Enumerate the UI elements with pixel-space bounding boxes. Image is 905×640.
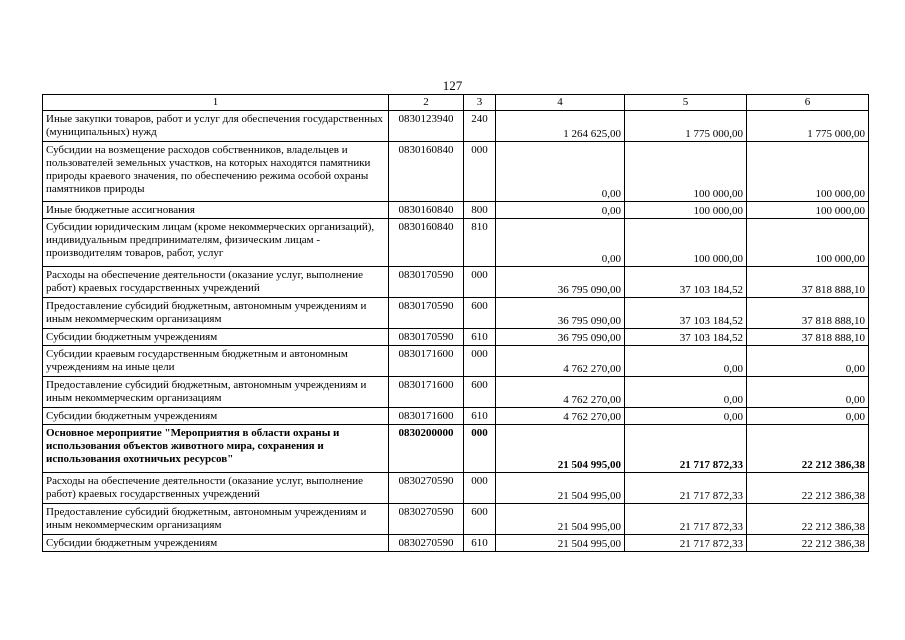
row-value-year3: 37 818 888,10 [747, 329, 869, 346]
table-row [43, 504, 869, 535]
row-code: 0830171600 [389, 408, 464, 425]
row-name: Субсидии юридическим лицам (кроме некоммерческих организаций), индивидуальным предпринимателям, физическим лицам - производителям товаров, работ, услуг [43, 219, 389, 267]
row-value-year2: 1 775 000,00 [625, 111, 747, 142]
row-value-year2: 21 717 872,33 [625, 473, 747, 504]
row-value-year3: 22 212 386,38 [747, 504, 869, 535]
row-type: 810 [464, 219, 496, 267]
table-row [43, 329, 869, 346]
row-code: 0830170590 [389, 267, 464, 298]
table-row [43, 298, 869, 329]
row-type: 600 [464, 298, 496, 329]
row-value-year3: 100 000,00 [747, 142, 869, 202]
row-value-year2: 100 000,00 [625, 142, 747, 202]
row-code: 0830270590 [389, 504, 464, 535]
row-value-year3: 100 000,00 [747, 219, 869, 267]
row-name: Субсидии бюджетным учреждениям [43, 535, 389, 552]
row-value-year3: 0,00 [747, 377, 869, 408]
row-value-year2: 21 717 872,33 [625, 535, 747, 552]
row-value-year3: 22 212 386,38 [747, 473, 869, 504]
table-row [43, 219, 869, 267]
budget-table [42, 94, 869, 552]
row-value-year3: 1 775 000,00 [747, 111, 869, 142]
row-value-year1: 1 264 625,00 [496, 111, 625, 142]
row-code: 0830171600 [389, 377, 464, 408]
table-row [43, 202, 869, 219]
table-row [43, 473, 869, 504]
row-type: 610 [464, 408, 496, 425]
row-code: 0830171600 [389, 346, 464, 377]
row-value-year1: 4 762 270,00 [496, 346, 625, 377]
table-header-row [43, 95, 869, 111]
row-value-year1: 36 795 090,00 [496, 298, 625, 329]
table-row [43, 142, 869, 202]
column-header-name: 1 [43, 95, 389, 111]
row-value-year2: 37 103 184,52 [625, 329, 747, 346]
row-code: 0830200000 [389, 425, 464, 473]
row-name: Основное мероприятие "Мероприятия в области охраны и использования объектов животного мира, сохранения и использования охотничьих ресурсов" [43, 425, 389, 473]
column-header-type: 3 [464, 95, 496, 111]
row-value-year1: 36 795 090,00 [496, 267, 625, 298]
row-value-year2: 21 717 872,33 [625, 504, 747, 535]
row-type: 000 [464, 346, 496, 377]
row-name: Иные бюджетные ассигнования [43, 202, 389, 219]
row-code: 0830270590 [389, 535, 464, 552]
row-name: Иные закупки товаров, работ и услуг для обеспечения государственных (муниципальных) нужд [43, 111, 389, 142]
row-value-year1: 36 795 090,00 [496, 329, 625, 346]
table-body [43, 111, 869, 552]
row-name: Предоставление субсидий бюджетным, автономным учреждениям и иным некоммерческим организациям [43, 377, 389, 408]
row-name: Субсидии на возмещение расходов собственников, владельцев и пользователей земельных участков, на которых находятся памятники природы краевого значения, по обеспечению режима особой охраны памятников природы [43, 142, 389, 202]
row-type: 240 [464, 111, 496, 142]
row-code: 0830160840 [389, 142, 464, 202]
column-header-year2: 5 [625, 95, 747, 111]
row-value-year1: 0,00 [496, 202, 625, 219]
row-value-year3: 37 818 888,10 [747, 267, 869, 298]
row-value-year1: 21 504 995,00 [496, 535, 625, 552]
row-value-year2: 100 000,00 [625, 202, 747, 219]
column-header-year1: 4 [496, 95, 625, 111]
row-type: 000 [464, 267, 496, 298]
row-value-year1: 0,00 [496, 219, 625, 267]
row-type: 610 [464, 329, 496, 346]
row-value-year3: 22 212 386,38 [747, 425, 869, 473]
page-number: 127 [442, 78, 463, 93]
row-code: 0830160840 [389, 202, 464, 219]
row-value-year2: 21 717 872,33 [625, 425, 747, 473]
row-value-year3: 100 000,00 [747, 202, 869, 219]
row-name: Субсидии бюджетным учреждениям [43, 329, 389, 346]
row-value-year2: 0,00 [625, 346, 747, 377]
row-value-year1: 21 504 995,00 [496, 504, 625, 535]
row-value-year1: 21 504 995,00 [496, 425, 625, 473]
row-value-year2: 100 000,00 [625, 219, 747, 267]
row-code: 0830170590 [389, 329, 464, 346]
row-value-year1: 4 762 270,00 [496, 408, 625, 425]
row-value-year2: 0,00 [625, 408, 747, 425]
table-row [43, 111, 869, 142]
row-name: Субсидии бюджетным учреждениям [43, 408, 389, 425]
row-type: 000 [464, 473, 496, 504]
column-header-year3: 6 [747, 95, 869, 111]
row-name: Предоставление субсидий бюджетным, автономным учреждениям и иным некоммерческим организациям [43, 504, 389, 535]
row-type: 000 [464, 142, 496, 202]
row-name: Субсидии краевым государственным бюджетным и автономным учреждениям на иные цели [43, 346, 389, 377]
row-type: 610 [464, 535, 496, 552]
row-name: Расходы на обеспечение деятельности (оказание услуг, выполнение работ) краевых государственных учреждений [43, 267, 389, 298]
row-code: 0830170590 [389, 298, 464, 329]
row-name: Расходы на обеспечение деятельности (оказание услуг, выполнение работ) краевых государственных учреждений [43, 473, 389, 504]
table-row-main-event [43, 425, 869, 473]
table-row [43, 408, 869, 425]
row-value-year3: 0,00 [747, 346, 869, 377]
table-row [43, 267, 869, 298]
row-value-year1: 0,00 [496, 142, 625, 202]
row-value-year2: 37 103 184,52 [625, 298, 747, 329]
table-row [43, 377, 869, 408]
row-type: 000 [464, 425, 496, 473]
row-value-year3: 0,00 [747, 408, 869, 425]
row-type: 600 [464, 504, 496, 535]
table-row [43, 535, 869, 552]
row-type: 600 [464, 377, 496, 408]
row-value-year1: 21 504 995,00 [496, 473, 625, 504]
table-row [43, 346, 869, 377]
row-value-year3: 37 818 888,10 [747, 298, 869, 329]
row-name: Предоставление субсидий бюджетным, автономным учреждениям и иным некоммерческим организациям [43, 298, 389, 329]
row-code: 0830270590 [389, 473, 464, 504]
column-header-code: 2 [389, 95, 464, 111]
row-value-year2: 0,00 [625, 377, 747, 408]
row-value-year2: 37 103 184,52 [625, 267, 747, 298]
row-value-year1: 4 762 270,00 [496, 377, 625, 408]
row-value-year3: 22 212 386,38 [747, 535, 869, 552]
row-type: 800 [464, 202, 496, 219]
row-code: 0830160840 [389, 219, 464, 267]
row-code: 0830123940 [389, 111, 464, 142]
